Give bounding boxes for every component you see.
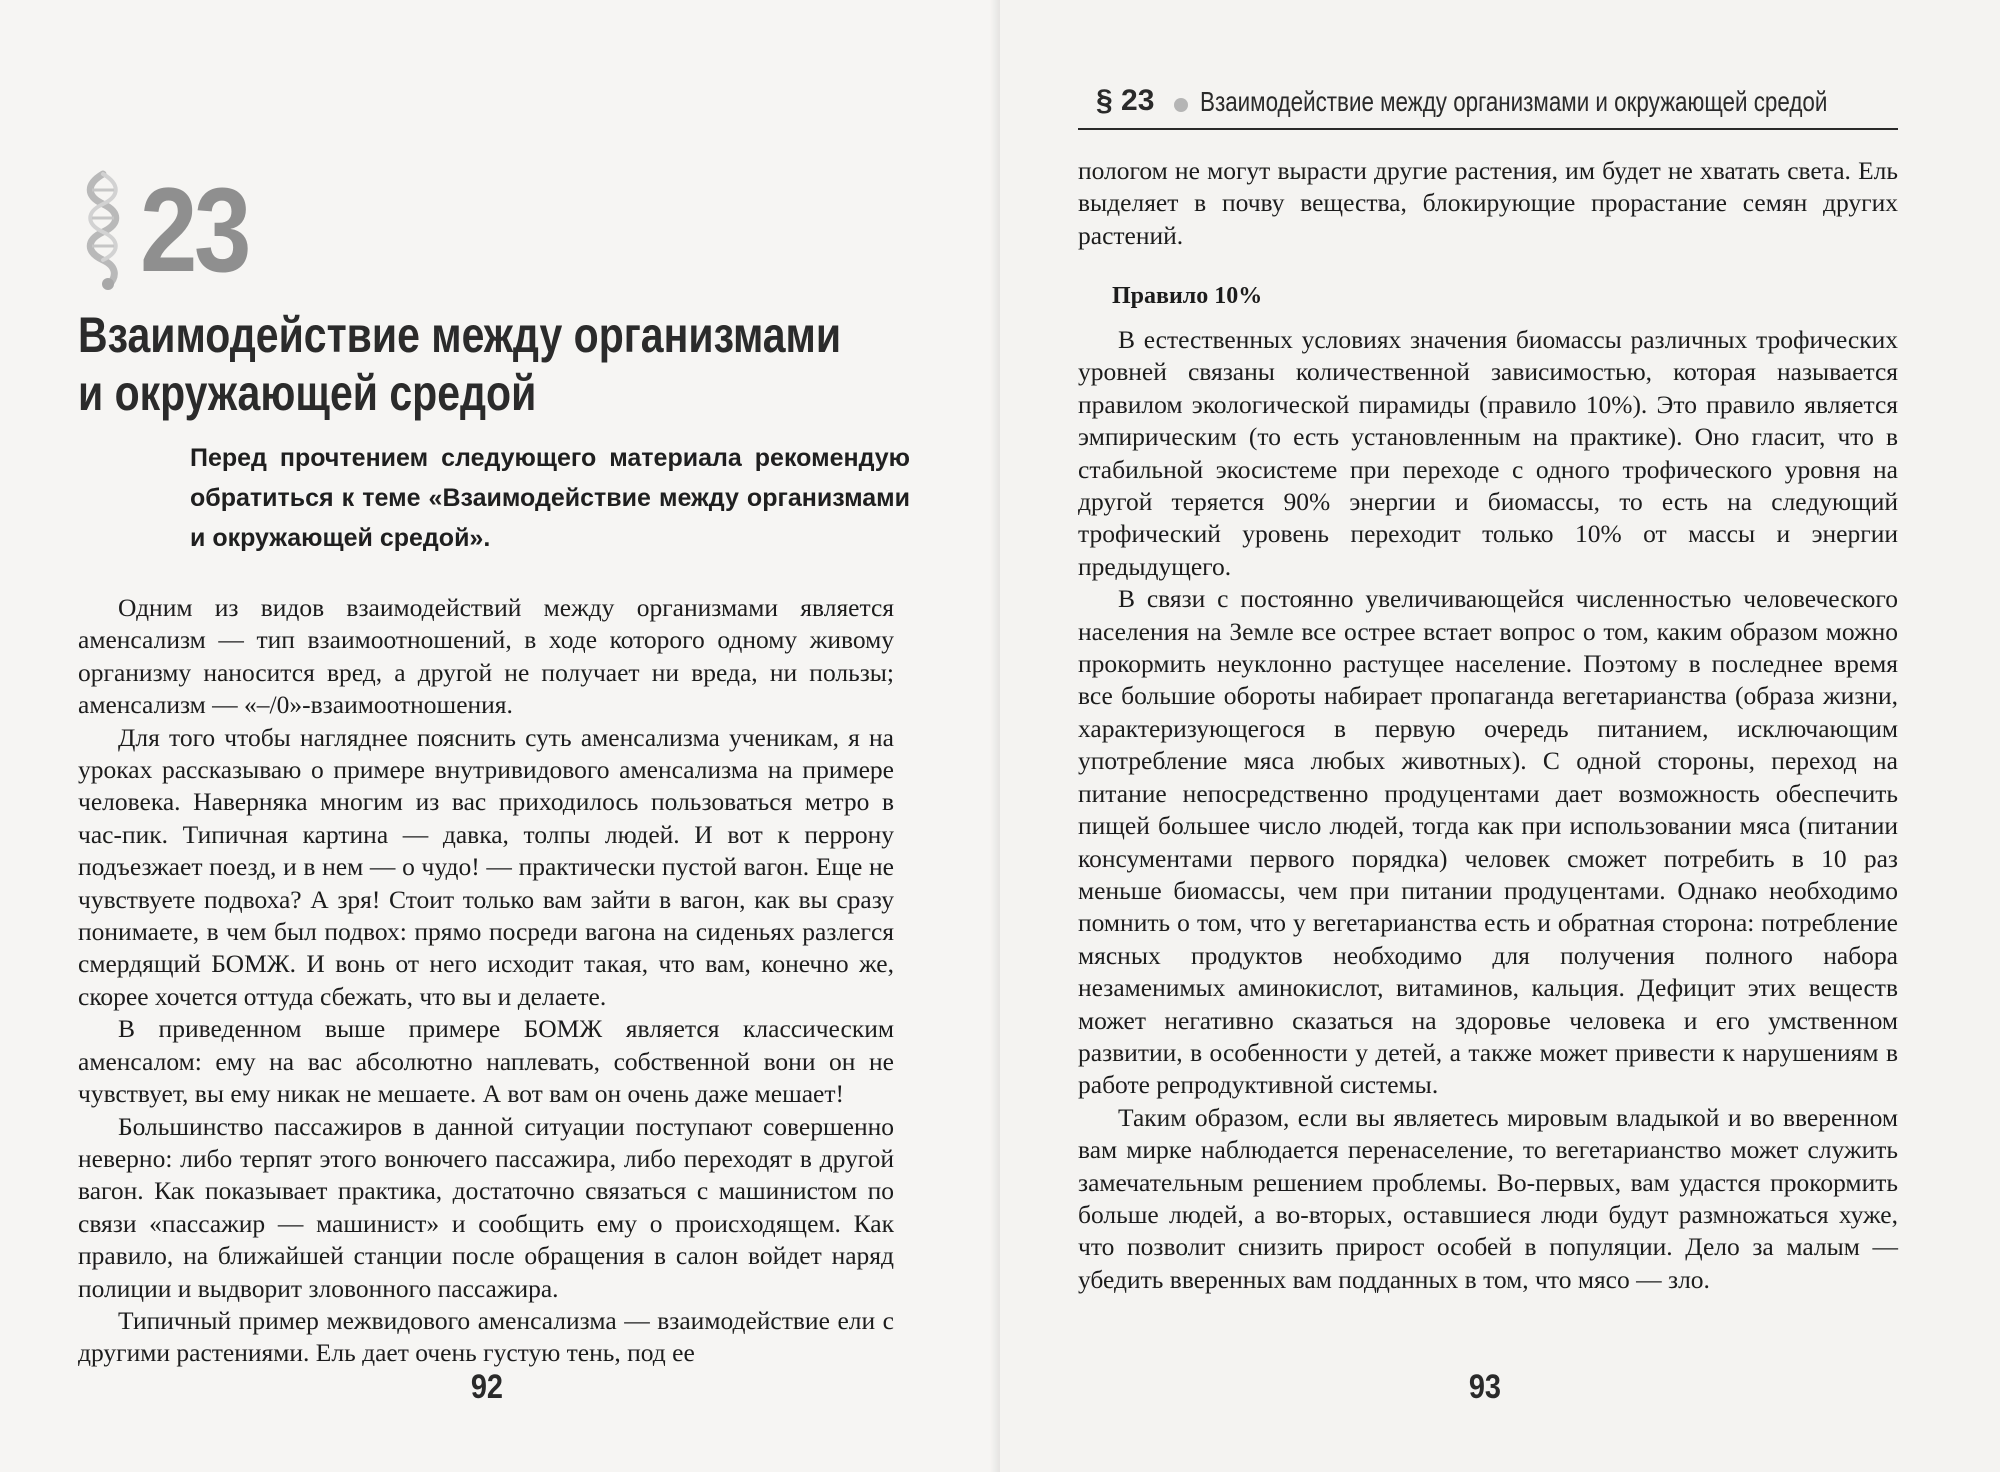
left-body-text <box>78 592 894 1370</box>
paragraph: В приведенном выше примере БОМЖ является классическим аменсалом: ему на вас абсолютно наплевать, собственной вони он не чувствует, вы ему никак не мешаете. А вот вам он очень даже мешает! <box>78 1014 894 1109</box>
subheading: Правило 10% <box>1112 283 1263 309</box>
dna-helix-icon <box>78 170 128 290</box>
paragraph: Для того чтобы нагляднее пояснить суть аменсализма ученикам, я на уроках рассказываю о примере внутривидового аменсализма на примере человека. Наверняка многим из вас приходилось пользоваться метро в час-пик. Типичная картина — давка, толпы людей. И вот к перрону подъезжает поезд, и в нем — о чудо! — практически пустой вагон. Еще не чувствуете подвоха? А зря! Стоит только вам зайти в вагон, как вы сразу понимаете, в чем был подвох: прямо посреди вагона на сиденьях разлегся смердящий БОМЖ. И вонь от него исходит такая, что вам, конечно же, скорее хочется оттуда сбежать, что вы и делаете. <box>78 722 894 1011</box>
paragraph: Типичный пример межвидового аменсализма — взаимодействие ели с другими растениями. Ель дает очень густую тень, под ее <box>78 1305 894 1368</box>
running-header-section: § 23 <box>1096 84 1155 117</box>
paragraph: Большинство пассажиров в данной ситуации поступают совершенно неверно: либо терпят этого вонючего пассажира, либо переходят в другой вагон. Как показывает практика, достаточно связаться с машинистом по связи «пассажир — машинист» и сообщить ему о происходящем. Как правило, на ближайшей станции после обращения в салон войдет наряд полиции и выдворит зловонного пассажира. <box>78 1111 894 1303</box>
paragraph: пологом не могут вырасти другие растения, им будет не хватать света. Ель выделяет в почву вещества, блокирующие прорастание семян других растений. <box>1078 156 1898 250</box>
paragraph: Одним из видов взаимодействий между организмами является аменсализм — тип взаимоотношений, в ходе которого одному живому организму наносится вред, а другой не получает ни вреда, ни пользы; аменсализм — «–/0»-взаимоотношения. <box>78 593 894 720</box>
chapter-note: Перед прочтением следующего материала рекомендую обратиться к теме «Взаимодействие между организмами и окружающей средой». <box>190 444 910 552</box>
chapter-title-line-2: и окружающей средой <box>78 365 537 421</box>
chapter-title <box>78 306 842 422</box>
page-number-left: 92 <box>470 1368 503 1406</box>
right-continuation-text <box>1078 155 1898 252</box>
chapter-title-line-1: Взаимодействие между организмами <box>78 307 842 363</box>
right-body-text <box>1078 324 1898 1296</box>
running-header <box>1078 82 1898 130</box>
page-number-right: 93 <box>1468 1368 1501 1406</box>
bullet-dot-icon <box>1174 98 1188 112</box>
paragraph: Таким образом, если вы являетесь мировым владыкой и во вверенном вам мирке наблюдается перенаселение, то вегетарианство может служить замечательным решением проблемы. Во-первых, вам удастся прокормить больше людей, а во-вторых, оставшиеся люди будут размножаться хуже, что позволит снизить прирост особей в популяции. Дело за малым — убедить вверенных вам подданных в том, что мясо — зло. <box>1078 1102 1898 1294</box>
running-header-title: Взаимодействие между организмами и окружающей средой <box>1200 86 1828 117</box>
paragraph: В связи с постоянно увеличивающейся численностью человеческого населения на Земле все острее встает вопрос о том, каким образом можно прокормить неуклонно растущее население. Поэтому в последнее время все большие обороты набирает пропаганда вегетарианства (образа жизни, характеризующегося в первую очередь питанием, исключающим употребление мяса любых животных). С одной стороны, переход на питание непосредственно продуцентами дает возможность обеспечить пищей большее число людей, тогда как при использовании мяса (питании консументами первого порядка) человек сможет потребить в 10 раз меньше биомассы, чем при питании продуцентами. Однако необходимо помнить о том, что у вегетарианства есть и обратная сторона: потребление мясных продуктов необходимо для получения полного набора незаменимых аминокислот, витаминов, кальция. Дефицит этих веществ может негативно сказаться на здоровье человека и его умственном развитии, в особенности у детей, а также может привести к нарушениям в работе репродуктивной системы. <box>1078 584 1898 1100</box>
paragraph: В естественных условиях значения биомассы различных трофических уровней связаны количественной зависимостью, которая называется правилом экологической пирамиды (правило 10%). Это правило является эмпирическим (то есть установленным на практике). Оно гласит, что в стабильной экосистеме при переходе с одного трофического уровня на другой теряется 90% энергии и биомассы, то есть на следующий трофический уровень переходит только 10% от массы и энергии предыдущего. <box>1078 325 1898 581</box>
chapter-number: 23 <box>140 163 248 297</box>
